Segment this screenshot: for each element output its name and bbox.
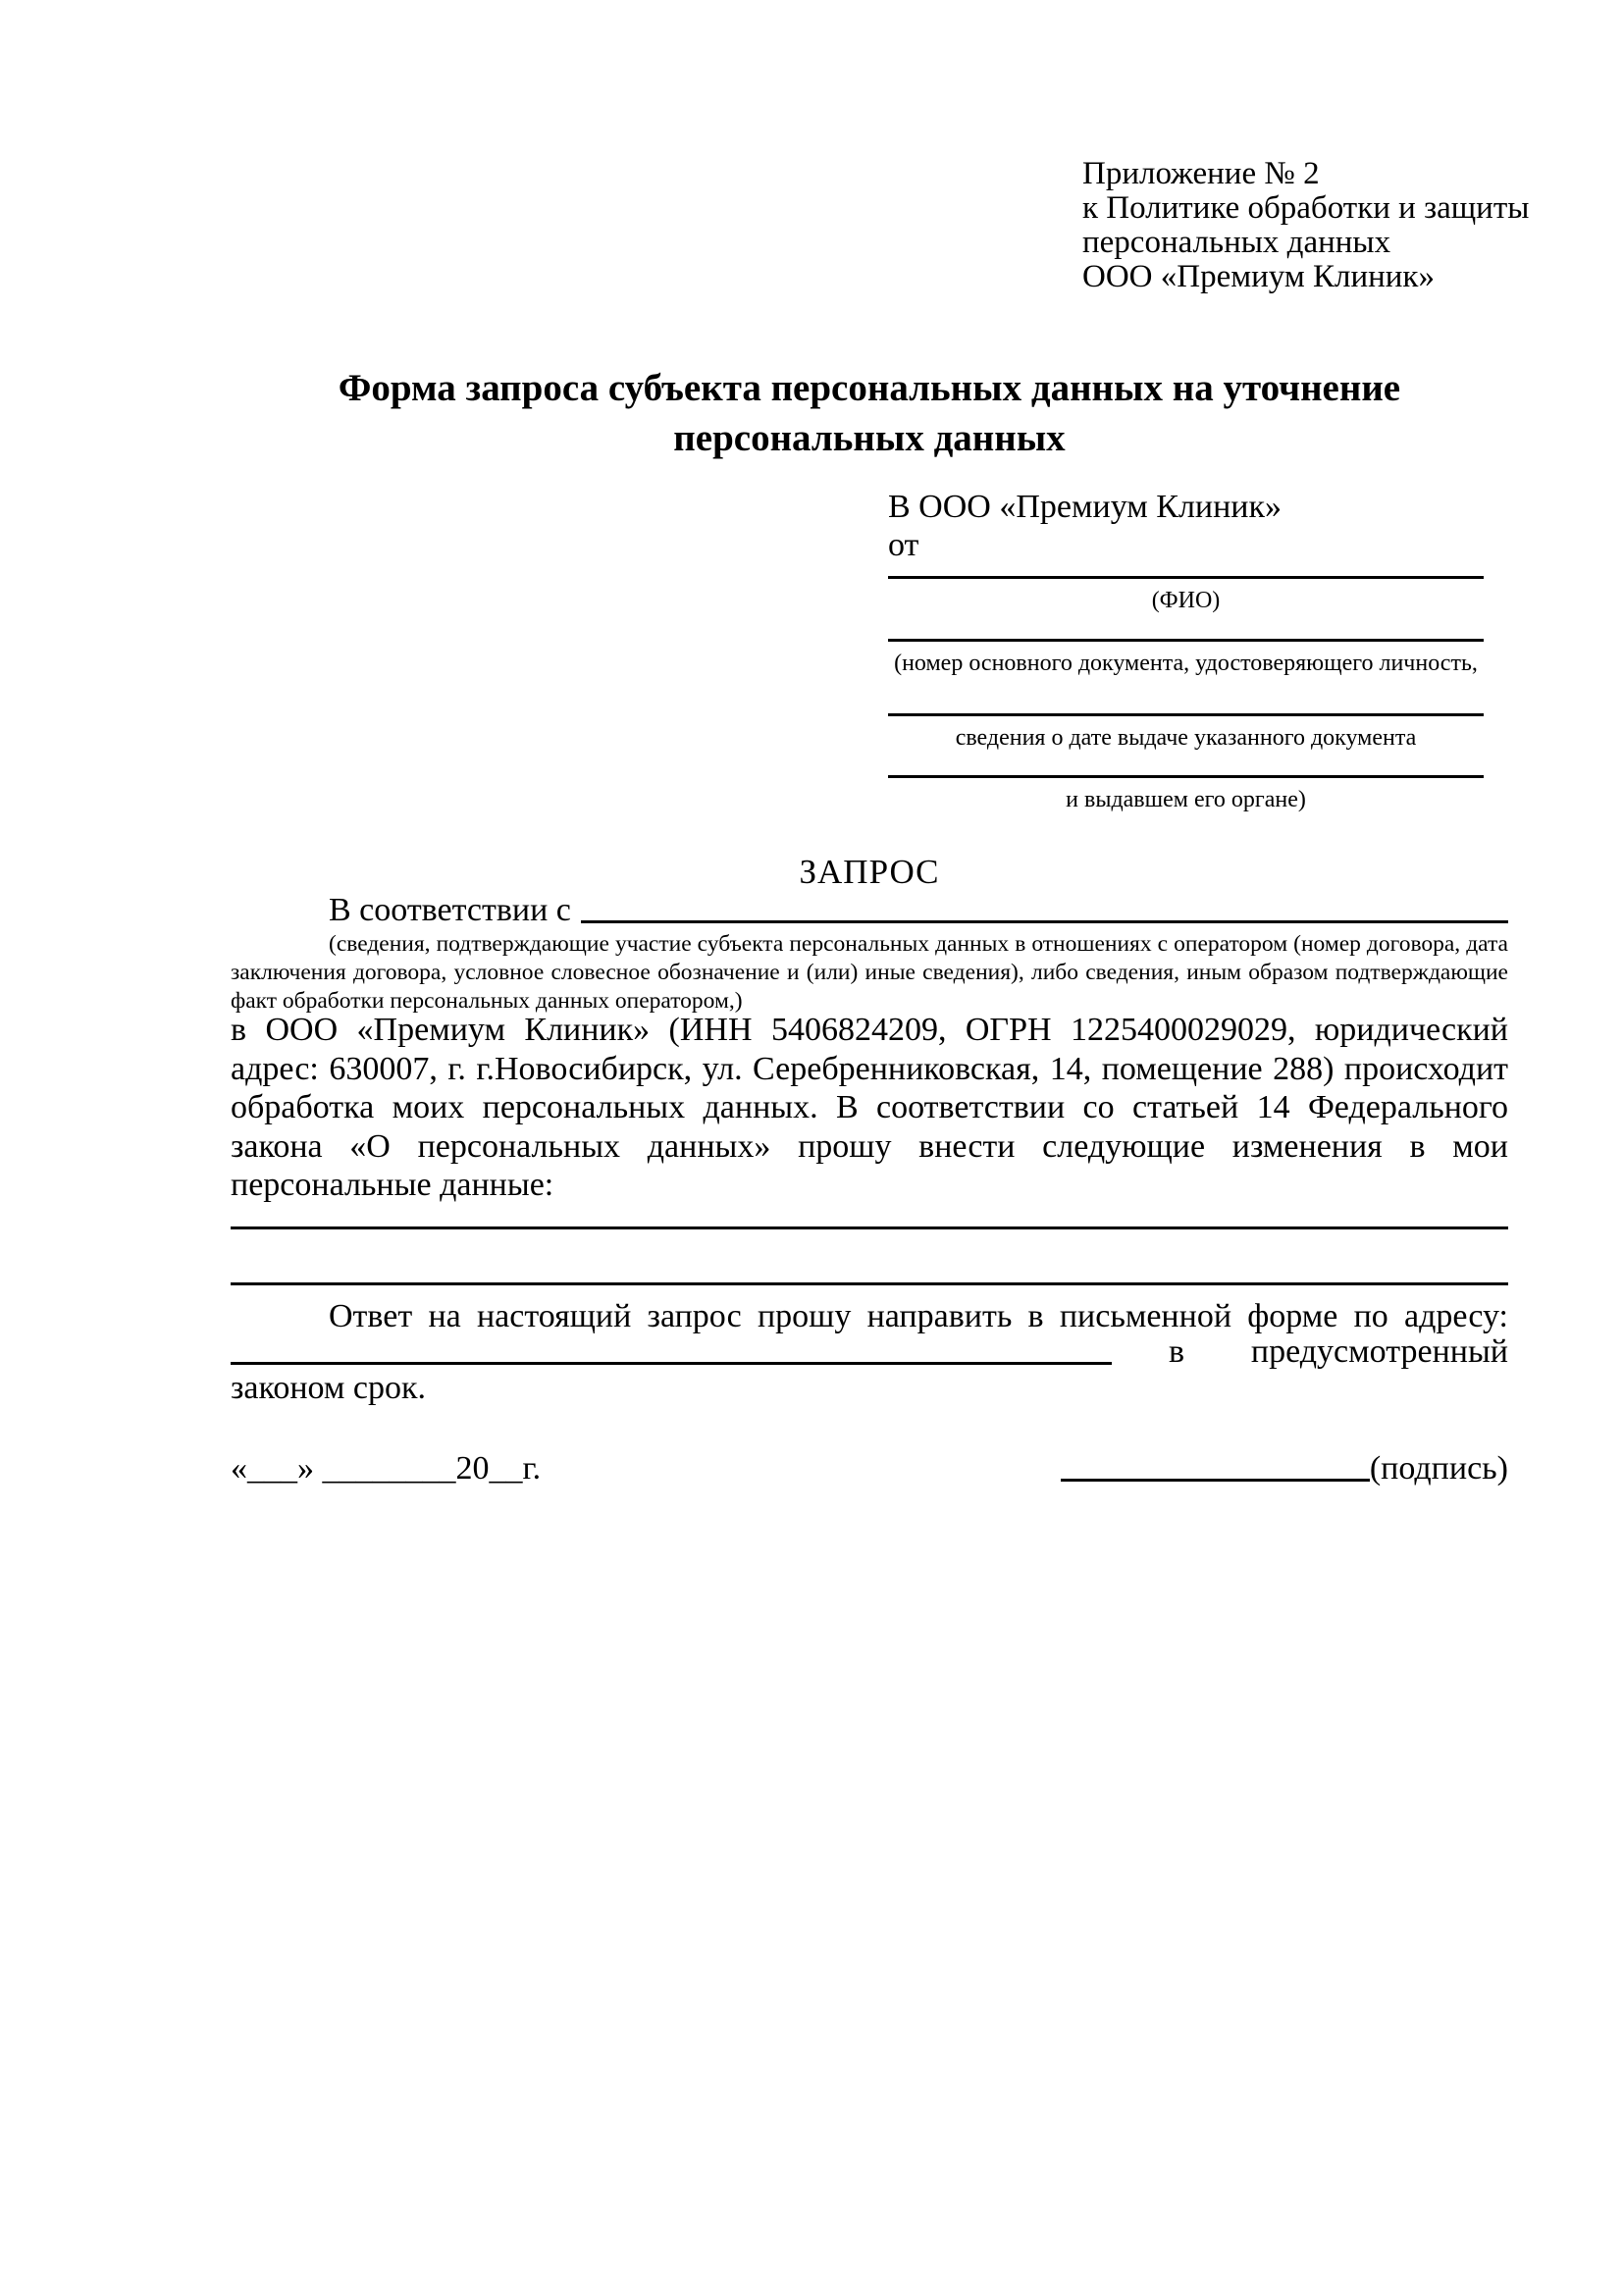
reply-address-row [231,1332,1508,1371]
appendix-header-line-4: ООО «Премиум Клиник» [1082,259,1435,294]
signature-caption: (подпись) [1369,1450,1508,1487]
addressee-from-label: от [888,527,919,563]
reply-last-line: законом срок. [231,1370,426,1406]
request-heading: ЗАПРОС [799,853,940,891]
issuing-authority-caption: и выдавшем его органе) [1066,787,1306,812]
reply-paragraph: Ответ на настоящий запрос прошу направить в письменной форме по адресу: [329,1298,1508,1334]
addressee-to: В ООО «Премиум Клиник» [888,489,1283,525]
fio-blank-line[interactable] [888,576,1484,579]
request-body-paragraph: в ООО «Премиум Клиник» (ИНН 5406824209, ОГРН 1225400029029, юридический адрес: 630007, г. г.Новосибирск, ул. Серебренниковская, 14, помещение 288) происходит обработка моих персональных данных. В соответствии со статьей 14 Федерального закона «О персональных данных» прошу внести следующие изменения в мои персональные данные: [231,1012,1508,1203]
reply-tail: предусмотренный [1250,1333,1508,1370]
document-number-blank-line[interactable] [888,639,1484,642]
reply-conjunction: в [1169,1333,1185,1370]
issuing-authority-blank-line[interactable] [888,775,1484,778]
document-number-caption: (номер основного документа, удостоверяющего личность, [894,651,1478,676]
fio-caption: (ФИО) [1151,588,1221,613]
fine-print-note: (сведения, подтверждающие участие субъекта персональных данных в отношениях с оператором (номер договора, дата заключения договора, условное словесное обозначение и (или) иные сведения), либо сведения, иным образом подтверждающие факт обработки персональных данных оператором,) [231,931,1508,1014]
signature-blank-line[interactable] [1061,1479,1370,1482]
appendix-header [1082,157,1529,294]
date-signature-row [231,1449,1508,1487]
changes-blank-line-1[interactable] [231,1226,1508,1229]
reply-address-blank-line[interactable] [231,1362,1112,1365]
issue-date-caption: сведения о дате выдаче указанного документа [955,725,1417,751]
changes-blank-line-2[interactable] [231,1282,1508,1285]
basis-blank-line[interactable] [581,920,1508,923]
appendix-header-line-3: персональных данных [1082,225,1391,260]
appendix-header-line-1: Приложение № 2 [1082,156,1320,191]
date-blank-field[interactable]: «___» ________20__г. [231,1450,542,1487]
form-title-line-2: персональных данных [673,417,1066,459]
addressee-block [888,488,1484,814]
issue-date-blank-line[interactable] [888,713,1484,716]
form-title [231,363,1508,463]
appendix-header-line-2: к Политике обработки и защиты [1082,190,1530,226]
intro-text: В соответствии с [329,892,571,928]
intro-row [231,891,1508,929]
form-title-line-1: Форма запроса субъекта персональных данных на уточнение [338,367,1401,409]
